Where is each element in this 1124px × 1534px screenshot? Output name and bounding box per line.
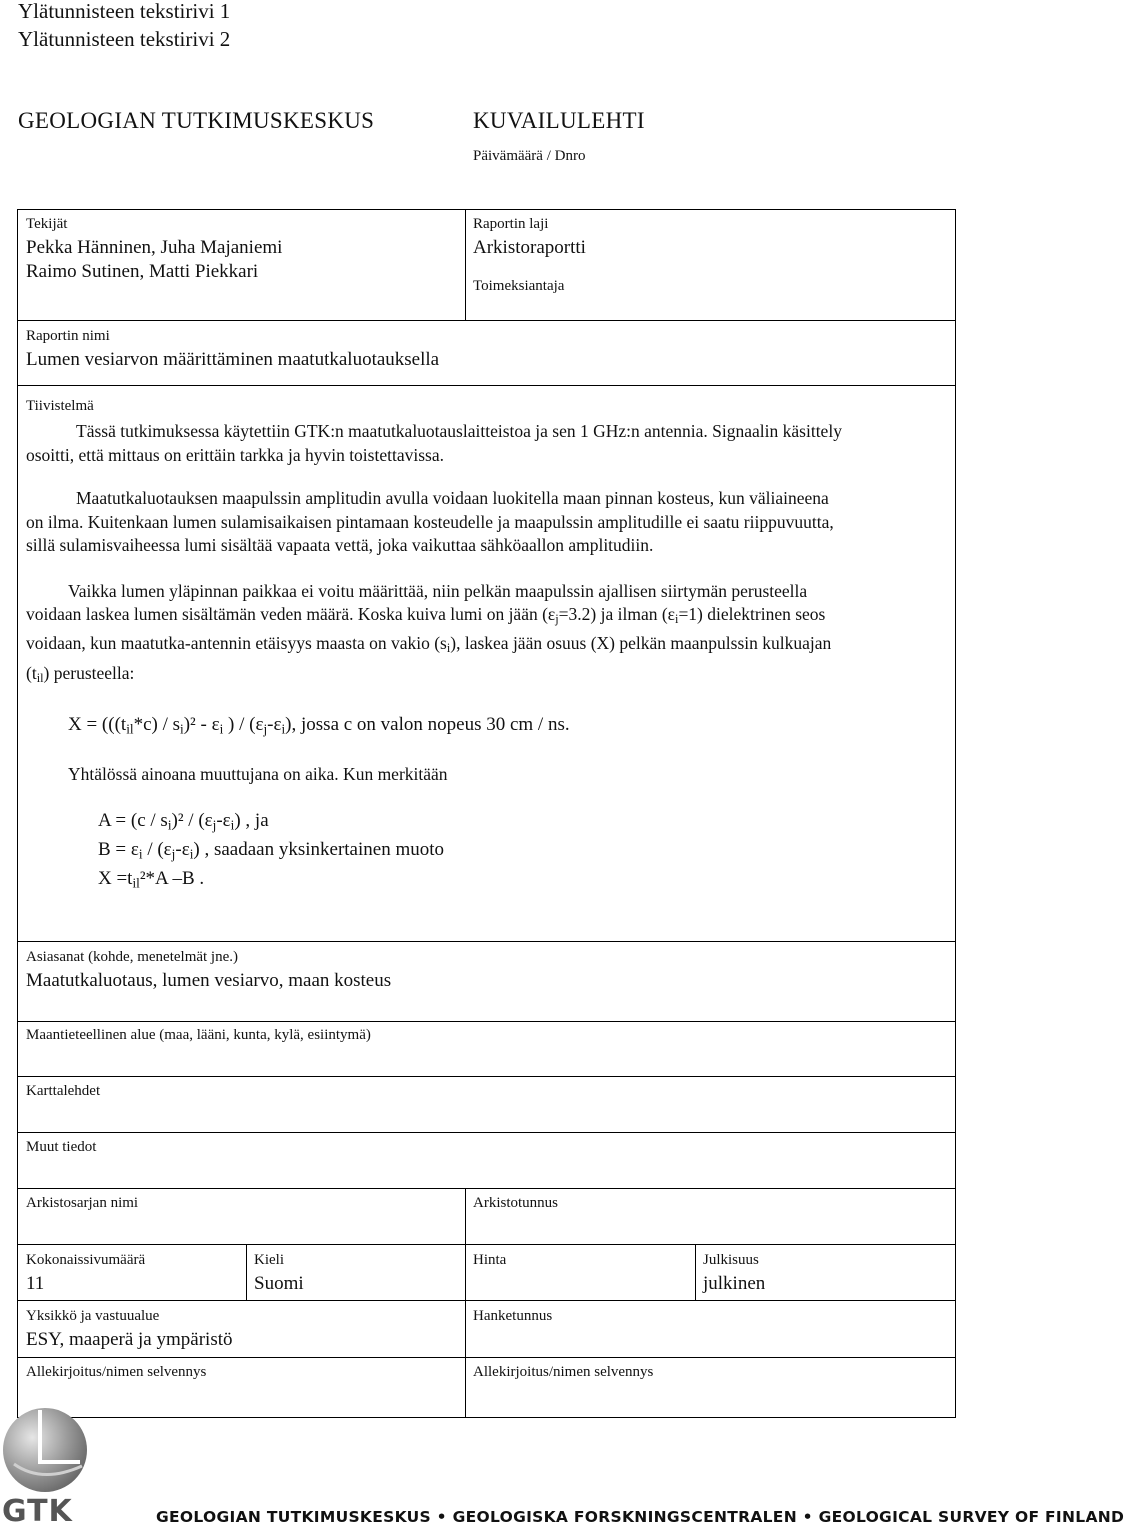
publicity-value: julkinen [703,1273,766,1294]
publicity-label: Julkisuus [703,1252,759,1268]
maps-label: Karttalehdet [26,1083,101,1099]
other-info-label: Muut tiedot [26,1139,97,1155]
signature-right-label: Allekirjoitus/nimen selvennys [473,1364,654,1380]
authors-line-1: Pekka Hänninen, Juha Majaniemi [26,237,283,258]
unit-label: Yksikkö ja vastuualue [26,1308,160,1324]
archive-id-label: Arkistotunnus [473,1195,559,1211]
header-line-1: Ylätunnisteen tekstirivi 1 [18,0,231,23]
formula-a: $A = (c / s_i)^2 / (\varepsilon_j-\varepsilon_i)$ , ja [98,810,269,833]
pages-label: Kokonaissivumäärä [26,1252,146,1268]
keywords-value: Maatutkaluotaus, lumen vesiarvo, maan kosteus [26,970,392,991]
abstract-p2-line3: sillä sulamisvaiheessa lumi sisältää vapaata vettä, joka vaikuttaa sähköaallon amplitudiin. [26,535,654,555]
formula-x-simple: $X =t_{il}^2*A$ –B . [98,868,205,891]
report-name-label: Raportin nimi [26,328,110,344]
formula-x: $X = (((t_{il}*c) / s_i)^2 - \varepsilon_i$ ) / $(\varepsilon_j-\varepsilon_i)$, jossa c on valon nopeus 30 cm / ns. [68,714,570,737]
abstract-p2-line2: on ilma. Kuitenkaan lumen sulamisaikaisen pintamaan kosteudelle ja maapulssin amplitudille ei saatu riippuvuutta, [26,512,834,532]
pages-value: 11 [26,1273,45,1294]
language-label: Kieli [254,1252,284,1268]
gtk-logo-text: GTK [2,1494,73,1529]
report-name-value: Lumen vesiarvon määrittäminen maatutkaluotauksella [26,349,440,370]
area-label: Maantieteellinen alue (maa, lääni, kunta, kylä, esiintymä) [26,1027,371,1043]
abstract-p1-line2: osoitti, että mittaus on erittäin tarkka ja hyvin toistettavissa. [26,445,444,465]
archive-series-label: Arkistosarjan nimi [26,1195,139,1211]
abstract-p4: Yhtälössä ainoana muuttujana on aika. Kun merkitään [68,764,448,784]
keywords-label: Asiasanat (kohde, menetelmät jne.) [26,949,239,965]
formula-b: $B = \varepsilon_i / (\varepsilon_j-\varepsilon_i)$ , saadaan yksinkertainen muoto [98,839,445,862]
abstract-p1-line1: Tässä tutkimuksessa käytettiin GTK:n maatutkaluotauslaitteistoa ja sen 1 GHz:n antennia. Signaalin käsittely [76,421,842,441]
date-label: Päivämäärä / Dnro [473,148,586,164]
abstract-p3-line1: Vaikka lumen yläpinnan paikkaa ei voitu määrittää, niin pelkän maapulssin ajallisen siirtymän perusteella [68,581,808,601]
authors-line-2: Raimo Sutinen, Matti Piekkari [26,261,259,282]
document-title: KUVAILULEHTI [473,108,645,133]
unit-value: ESY, maaperä ja ympäristö [26,1329,233,1350]
commissioner-label: Toimeksiantaja [473,278,565,294]
gtk-logo-icon [2,1404,88,1494]
abstract-p2-line1: Maatutkaluotauksen maapulssin amplitudin avulla voidaan luokitella maan pinnan kosteus, kun väliaineena [76,488,829,508]
footer-org-names: GEOLOGIAN TUTKIMUSKESKUS • GEOLOGISKA FORSKNINGSCENTRALEN • GEOLOGICAL SURVEY OF FINLAND [156,1508,1124,1526]
organization-title: GEOLOGIAN TUTKIMUSKESKUS [18,108,375,133]
abstract-p3-line2: voidaan laskea lumen sisältämän veden määrä. Koska kuiva lumi on jään $(\varepsilon_j=3.2)$ ja ilman $(\varepsilon_i=1)$ dielektrinen seos [26,604,826,627]
authors-label: Tekijät [26,216,68,232]
abstract-p3-line3: voidaan, kun maatutka-antennin etäisyys maasta on vakio $(s_i)$, laskea jään osuus (X) pelkän maanpulssin kulkuajan [26,633,832,656]
project-label: Hanketunnus [473,1308,553,1324]
price-label: Hinta [473,1252,507,1268]
language-value: Suomi [254,1273,304,1294]
header-line-2: Ylätunnisteen tekstirivi 2 [18,27,231,51]
abstract-p3-line4: $(t_{il})$ perusteella: [26,663,135,686]
report-type-value: Arkistoraportti [473,237,586,258]
signature-left-label: Allekirjoitus/nimen selvennys [26,1364,207,1380]
abstract-label: Tiivistelmä [26,398,94,414]
report-type-label: Raportin laji [473,216,549,232]
